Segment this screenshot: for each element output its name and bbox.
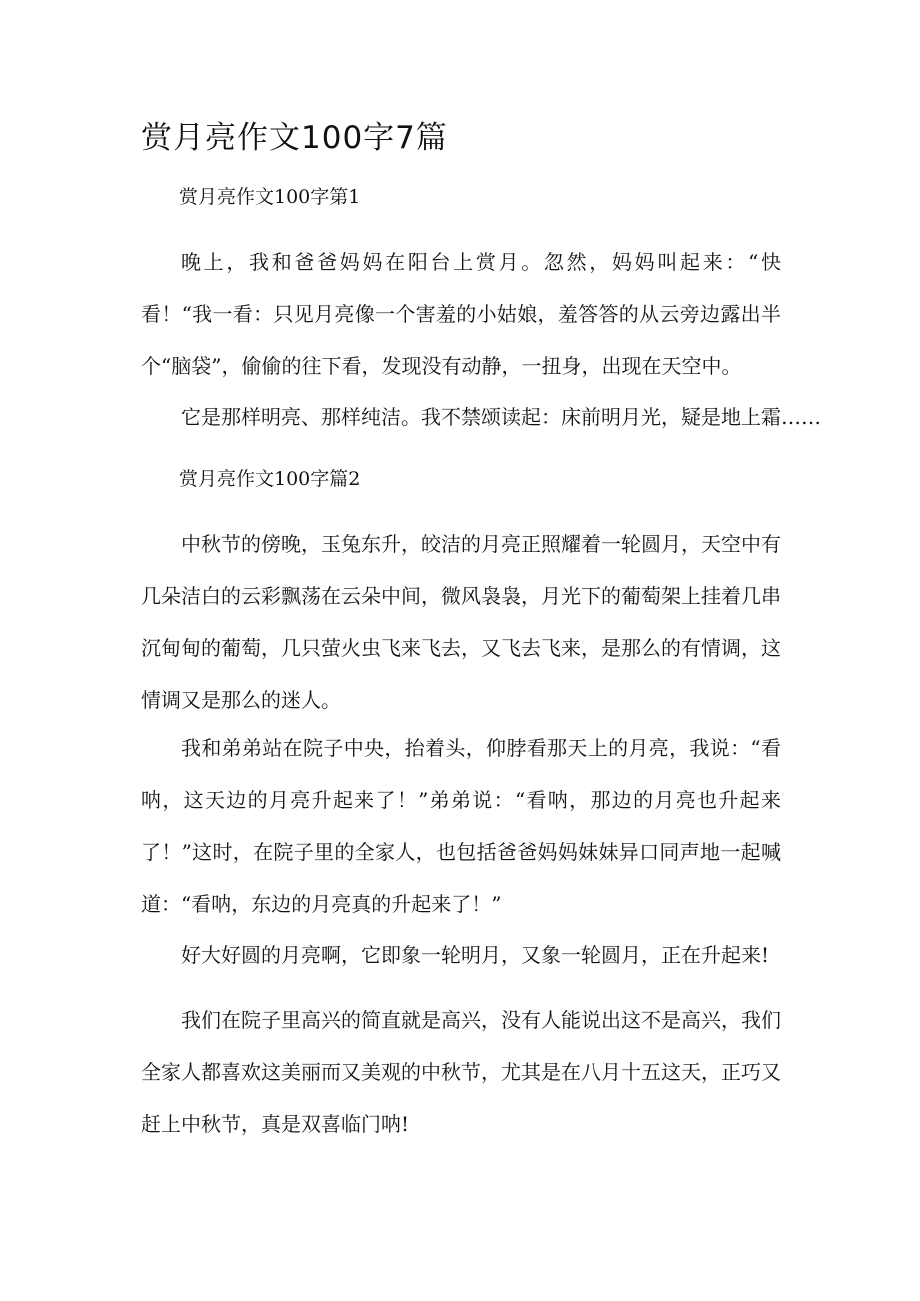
paragraph-2-4: 我们在院子里高兴的简直就是高兴，没有人能说出这不是高兴，我们全家人都喜欢这美丽而又美观的中秋节，尤其是在八月十五这天，正巧又赶上中秋节，真是双喜临门呐! [141,1008,781,1136]
document-title: 赏月亮作文100字7篇 [141,120,448,156]
paragraph-1-1: 晚上，我和爸爸妈妈在阳台上赏月。忽然，妈妈叫起来：“快看！“我一看：只见月亮像一个害羞的小姑娘，羞答答的从云旁边露出半个“脑袋”，偷偷的往下看，发现没有动静，一扭身，出现在天空中。 [141,250,781,378]
paragraph-2-3: 好大好圆的月亮啊，它即象一轮明月，又象一轮圆月，正在升起来! [181,943,770,967]
section-heading-2: 赏月亮作文100字篇2 [179,468,361,490]
paragraph-1-2: 它是那样明亮、那样纯洁。我不禁颂读起：床前明月光，疑是地上霜…… [181,405,821,429]
section-heading-1: 赏月亮作文100字第1 [179,186,361,208]
paragraph-2-2: 我和弟弟站在院子中央，抬着头，仰脖看那天上的月亮，我说：“看呐，这天边的月亮升起来了！”弟弟说：“看呐，那边的月亮也升起来了！”这时，在院子里的全家人，也包括爸爸妈妈妹妹异口同声地一起喊道：“看呐，东边的月亮真的升起来了！” [141,736,781,916]
paragraph-2-1: 中秋节的傍晚，玉兔东升，皎洁的月亮正照耀着一轮圆月，天空中有几朵洁白的云彩飘荡在云朵中间，微风袅袅，月光下的葡萄架上挂着几串沉甸甸的葡萄，几只萤火虫飞来飞去，又飞去飞来，是那么的有情调，这情调又是那么的迷人。 [141,532,781,712]
